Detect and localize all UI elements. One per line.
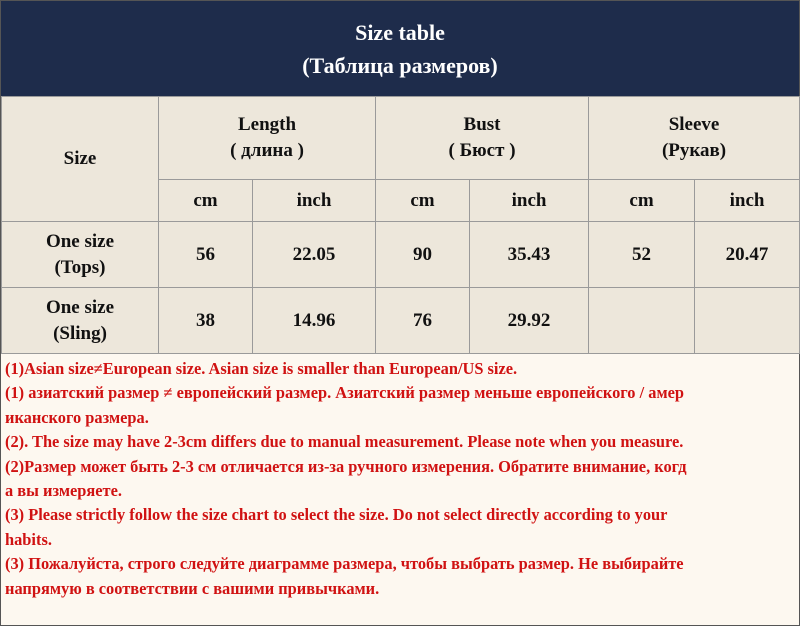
bust-header: [376, 97, 589, 180]
size-name: One size: [45, 296, 115, 318]
table-row: [2, 288, 800, 354]
unit-cell: inch: [253, 180, 376, 222]
sleeve-header: [589, 97, 800, 180]
value-cell: 52: [589, 222, 695, 288]
note-line: (2)Размер может быть 2-3 см отличается из-за ручного измерения. Обратите внимание, когд: [5, 456, 687, 476]
sleeve-label-ru: (Рукав): [661, 140, 727, 161]
length-header: [159, 97, 376, 180]
bust-label: Bust: [463, 114, 501, 135]
sleeve-label: Sleeve: [668, 114, 720, 135]
value-cell: 90: [376, 222, 470, 288]
table-row: [2, 222, 800, 288]
value-cell: [589, 288, 695, 354]
size-name: One size: [45, 230, 115, 252]
value-cell: 14.96: [253, 288, 376, 354]
note-line: напрямую в соответствии с вашими привычками.: [5, 578, 380, 598]
note-line: habits.: [5, 529, 52, 549]
notes-section: [1, 354, 799, 601]
value-cell: 22.05: [253, 222, 376, 288]
header-banner: [1, 1, 799, 96]
note-line: (2). The size may have 2-3cm differs due to manual measurement. Please note when you measure.: [5, 432, 684, 452]
value-cell: 76: [376, 288, 470, 354]
value-cell: [695, 288, 800, 354]
size-cell: [2, 288, 159, 354]
note-line: а вы измеряете.: [5, 481, 122, 501]
note-line: (1) азиатский размер ≠ европейский размер. Азиатский размер меньше европейского / амер: [5, 383, 684, 403]
value-cell: 38: [159, 288, 253, 354]
unit-cell: inch: [695, 180, 800, 222]
title: Size table: [355, 19, 445, 45]
length-label: Length: [237, 114, 297, 135]
unit-cell: cm: [159, 180, 253, 222]
note-line: (1)Asian size≠European size. Asian size is smaller than European/US size.: [5, 359, 518, 378]
unit-cell: cm: [376, 180, 470, 222]
subtitle: (Таблица размеров): [302, 52, 498, 78]
size-type: (Tops): [54, 256, 106, 278]
size-type: (Sling): [53, 322, 107, 344]
size-cell: [2, 222, 159, 288]
value-cell: 29.92: [470, 288, 589, 354]
header-row: [2, 97, 800, 180]
value-cell: 56: [159, 222, 253, 288]
bust-label-ru: ( Бюст ): [448, 140, 516, 161]
unit-cell: cm: [589, 180, 695, 222]
value-cell: 35.43: [470, 222, 589, 288]
note-line: иканского размера.: [5, 407, 149, 427]
size-column-header: Size: [2, 97, 159, 222]
size-table: [1, 96, 800, 354]
note-line: (3) Пожалуйста, строго следуйте диаграмме размера, чтобы выбрать размер. Не выбирайте: [5, 554, 684, 574]
unit-cell: inch: [470, 180, 589, 222]
value-cell: 20.47: [695, 222, 800, 288]
note-line: (3) Please strictly follow the size chart to select the size. Do not select directly according to your: [5, 505, 668, 525]
length-label-ru: ( длина ): [230, 140, 304, 161]
